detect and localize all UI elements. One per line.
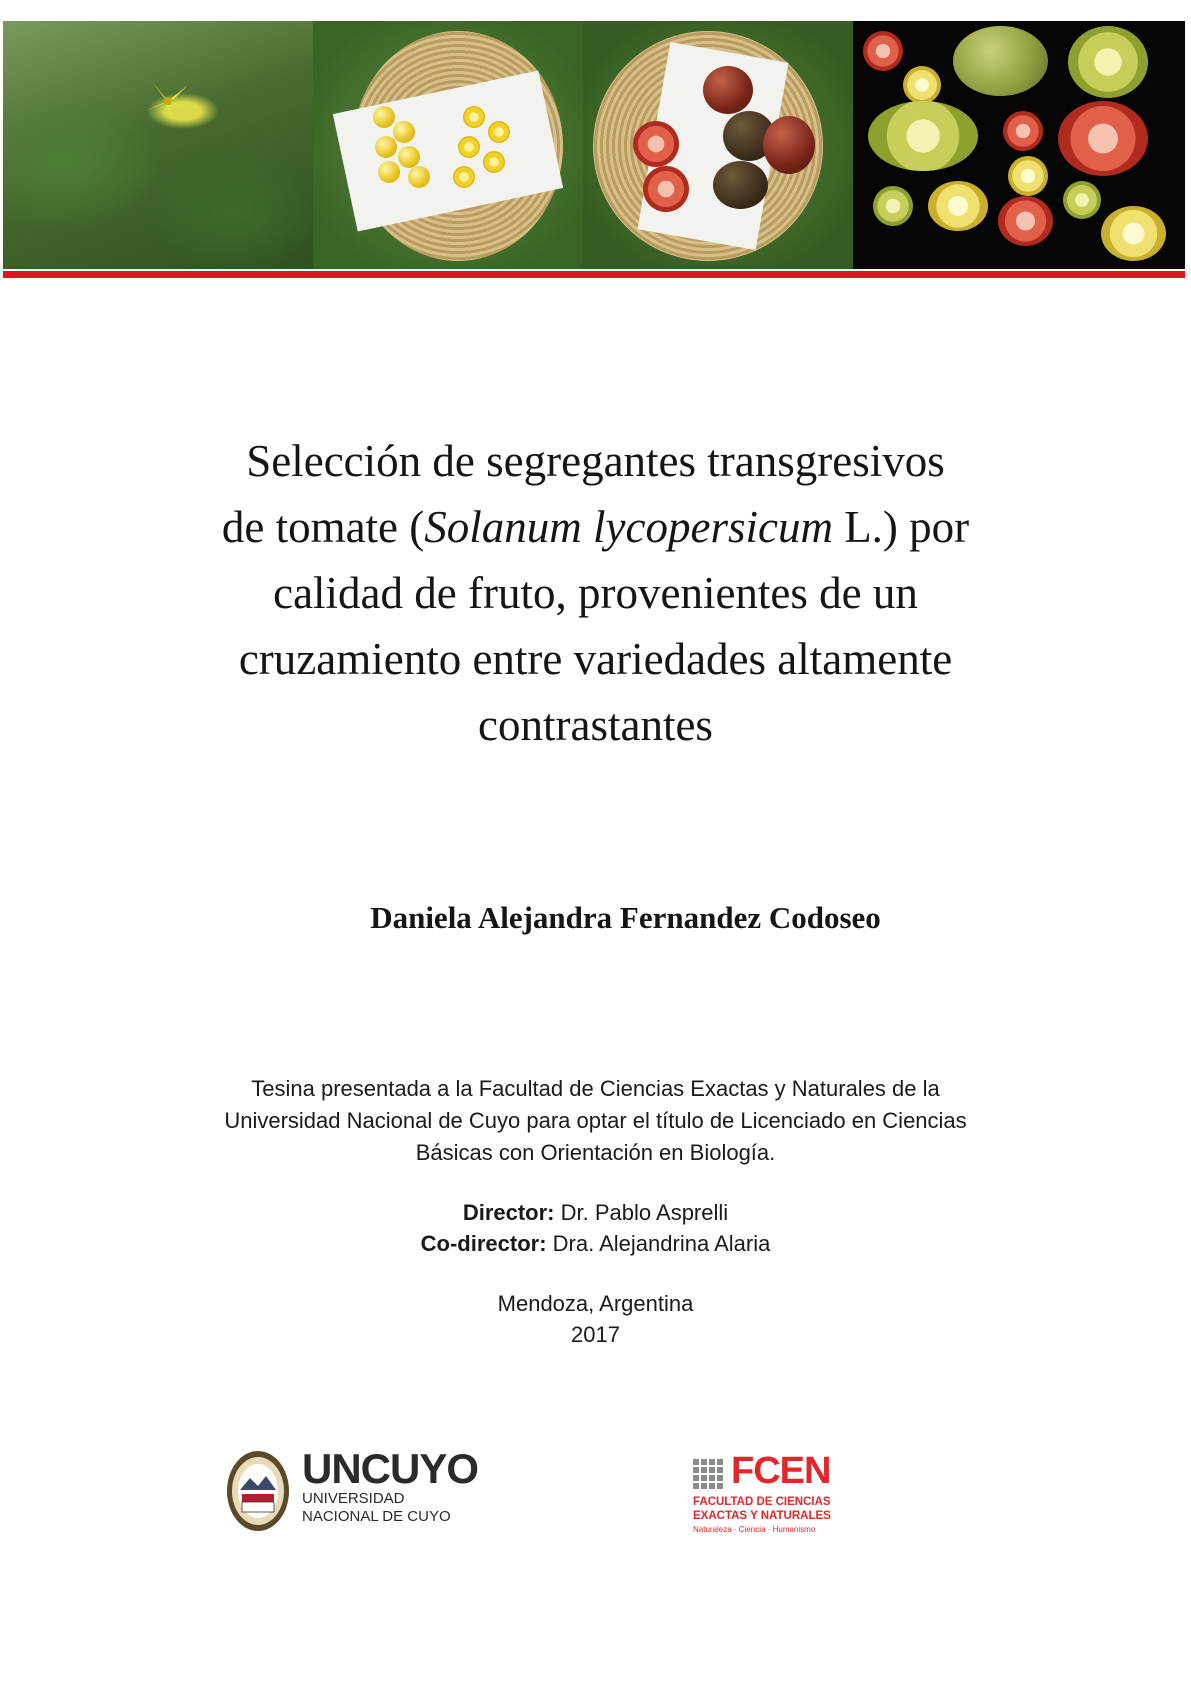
thesis-statement: [170, 1073, 1021, 1169]
directors-block: [170, 1197, 1021, 1259]
title-line-2-pre: de tomate (: [221, 502, 425, 552]
title-line-5: contrastantes: [478, 700, 713, 750]
uncuyo-wordmark: [302, 1445, 479, 1526]
title-line-2: [120, 494, 1071, 560]
header-photo-banner: [3, 21, 1185, 269]
fcen-logo: [693, 1450, 853, 1535]
uncuyo-logo: [226, 1445, 479, 1534]
yellow-tomatoes-basket-photo: [313, 21, 583, 269]
red-tomatoes-basket-photo: [583, 21, 853, 269]
director-name: Dr. Pablo Asprelli: [554, 1200, 729, 1225]
red-divider: [3, 271, 1185, 278]
place-and-year: [170, 1288, 1021, 1350]
fcen-subtitle: [693, 1495, 831, 1523]
thesis-title: [120, 428, 1071, 758]
director-label: Director:: [462, 1200, 555, 1225]
title-line-1: Selección de segregantes transgresivos: [246, 436, 945, 486]
director-line: [170, 1197, 1021, 1228]
codirector-line: [170, 1228, 1021, 1259]
title-line-2-post: L.) por: [832, 502, 970, 552]
uncuyo-title: UNCUYO: [302, 1445, 479, 1492]
fcen-line-1: FACULTAD DE CIENCIAS: [693, 1496, 831, 1508]
place: Mendoza, Argentina: [497, 1291, 694, 1316]
title-line-3: calidad de fruto, provenientes de un: [273, 568, 918, 618]
grid-icon: [693, 1457, 725, 1489]
fcen-line-2: EXACTAS Y NATURALES: [693, 1510, 831, 1522]
tomato-cross-sections-photo: [853, 21, 1185, 269]
tomato-flower-photo: [3, 21, 313, 269]
fcen-title: FCEN: [731, 1450, 831, 1492]
uncuyo-line-2: NACIONAL DE CUYO: [302, 1508, 451, 1525]
thesis-line-1: Tesina presentada a la Facultad de Ciencias Exactas y Naturales de la: [251, 1076, 940, 1101]
author-name: Daniela Alejandra Fernandez Codoseo: [370, 900, 881, 935]
thesis-line-2: Universidad Nacional de Cuyo para optar el título de Licenciado en Ciencias: [224, 1108, 967, 1133]
fcen-tagline: Naturaleza · Ciencia · Humanismo: [693, 1525, 816, 1534]
species-name: Solanum lycopersicum: [424, 502, 833, 552]
year: 2017: [571, 1322, 620, 1347]
title-line-4: cruzamiento entre variedades altamente: [238, 634, 953, 684]
flower-icon: [133, 81, 203, 121]
codirector-label: Co-director:: [420, 1231, 547, 1256]
codirector-name: Dra. Alejandrina Alaria: [546, 1231, 771, 1256]
university-seal-icon: [226, 1450, 290, 1532]
thesis-line-3: Básicas con Orientación en Biología.: [415, 1140, 776, 1165]
uncuyo-line-1: UNIVERSIDAD: [302, 1490, 405, 1507]
